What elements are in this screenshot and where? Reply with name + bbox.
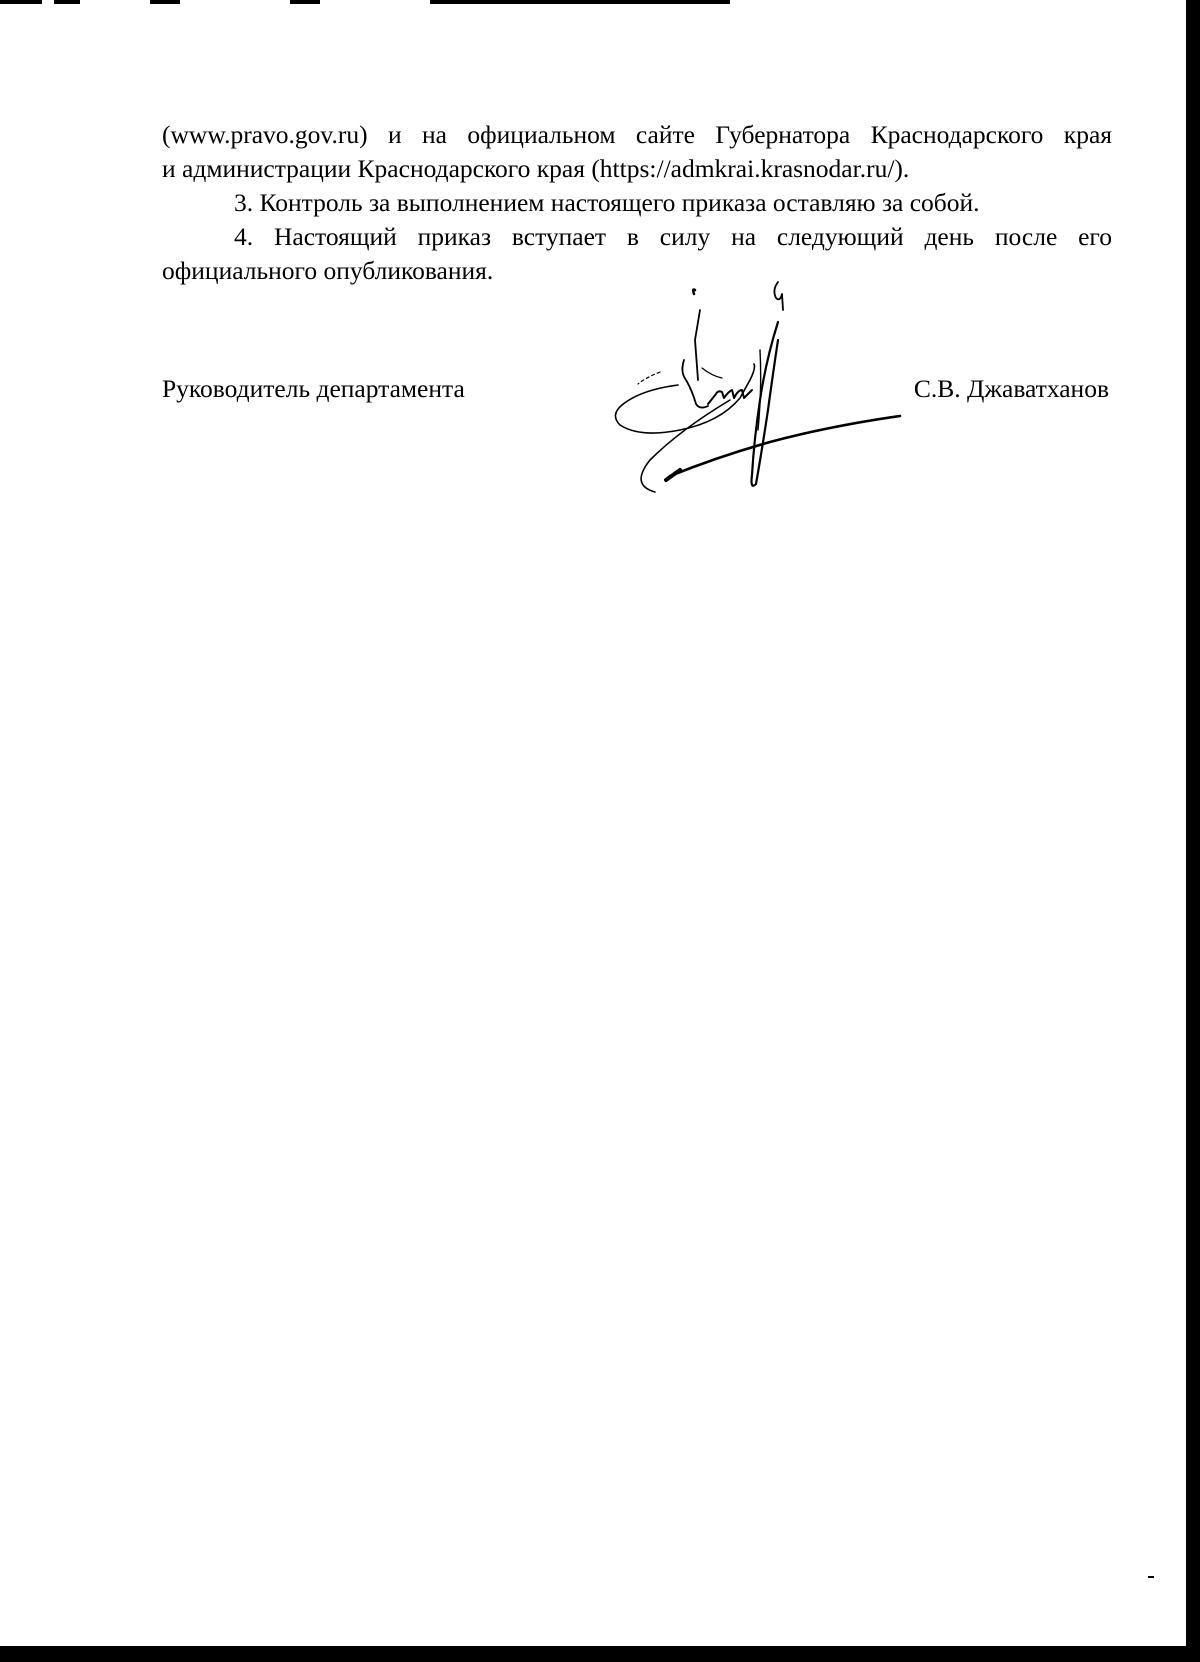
text-line: 4. Настоящий приказ вступает в силу на следующий день после его xyxy=(234,222,1112,251)
text-line: (www.pravo.gov.ru) и на официальном сайте Губернатора Краснодарского края xyxy=(162,120,1112,149)
signature-block xyxy=(162,372,1112,412)
text-line: 3. Контроль за выполнением настоящего приказа оставляю за собой. xyxy=(234,188,980,217)
text-line: и администрации Краснодарского края (https://admkrai.krasnodar.ru/). xyxy=(162,154,910,183)
signer-position: Руководитель департамента xyxy=(162,374,465,403)
paragraph-item-4 xyxy=(162,220,1112,288)
paragraph-continuation xyxy=(162,118,1112,186)
scan-edge-bottom xyxy=(0,1646,1200,1662)
scan-edge-right xyxy=(1186,0,1200,1662)
signer-name: С.В. Джаватханов xyxy=(913,374,1109,403)
paragraph-item-3 xyxy=(162,186,1112,220)
document-body xyxy=(162,118,1112,288)
scan-speck xyxy=(1148,1576,1154,1578)
text-line: официального опубликования. xyxy=(162,256,494,285)
scan-edge-top xyxy=(0,0,730,4)
